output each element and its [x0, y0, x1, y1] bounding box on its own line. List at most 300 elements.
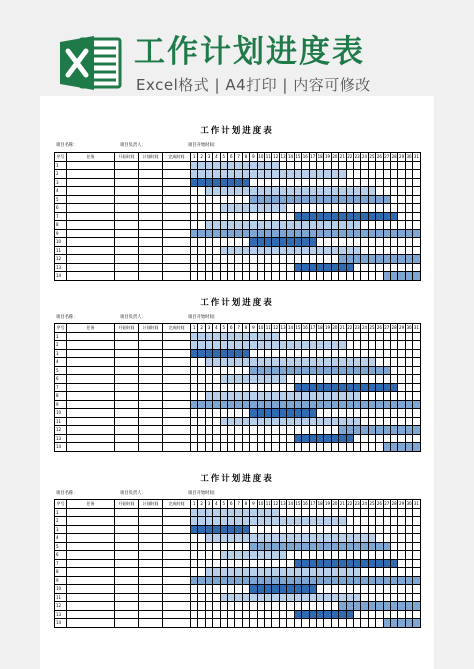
day-cell[interactable]: [390, 517, 397, 526]
gantt-bar-cell[interactable]: [376, 366, 383, 375]
day-cell[interactable]: [191, 434, 198, 443]
task-cell[interactable]: [67, 161, 115, 170]
day-cell[interactable]: [413, 375, 420, 384]
gantt-bar-cell[interactable]: [257, 542, 264, 551]
gantt-bar-cell[interactable]: [205, 341, 212, 350]
day-cell[interactable]: [235, 383, 242, 392]
start-cell[interactable]: [115, 170, 139, 179]
day-cell[interactable]: [302, 272, 309, 281]
gantt-bar-cell[interactable]: [302, 434, 309, 443]
task-cell[interactable]: [67, 400, 115, 409]
day-cell[interactable]: [265, 559, 272, 568]
gantt-bar-cell[interactable]: [265, 195, 272, 204]
gantt-bar-cell[interactable]: [205, 358, 212, 367]
task-cell[interactable]: [67, 238, 115, 247]
day-cell[interactable]: [361, 392, 368, 401]
gantt-bar-cell[interactable]: [250, 593, 257, 602]
day-cell[interactable]: [198, 542, 205, 551]
task-cell[interactable]: [67, 332, 115, 341]
gantt-bar-cell[interactable]: [316, 400, 323, 409]
day-cell[interactable]: [250, 178, 257, 187]
day-cell[interactable]: [353, 443, 360, 452]
day-cell[interactable]: [279, 332, 286, 341]
gantt-bar-cell[interactable]: [205, 534, 212, 543]
start-cell[interactable]: [115, 375, 139, 384]
gantt-bar-cell[interactable]: [331, 246, 338, 255]
day-cell[interactable]: [361, 525, 368, 534]
gantt-bar-cell[interactable]: [302, 195, 309, 204]
gantt-bar-cell[interactable]: [346, 195, 353, 204]
gantt-bar-cell[interactable]: [272, 187, 279, 196]
gantt-bar-cell[interactable]: [339, 593, 346, 602]
day-cell[interactable]: [287, 255, 294, 264]
day-cell[interactable]: [191, 221, 198, 230]
day-cell[interactable]: [346, 409, 353, 418]
day-cell[interactable]: [242, 602, 249, 611]
gantt-bar-cell[interactable]: [302, 400, 309, 409]
gantt-bar-cell[interactable]: [346, 229, 353, 238]
gantt-bar-cell[interactable]: [198, 178, 205, 187]
day-cell[interactable]: [398, 375, 405, 384]
gantt-bar-cell[interactable]: [250, 341, 257, 350]
gantt-bar-cell[interactable]: [383, 542, 390, 551]
day-cell[interactable]: [235, 238, 242, 247]
gantt-bar-cell[interactable]: [265, 534, 272, 543]
day-cell[interactable]: [361, 551, 368, 560]
day-cell[interactable]: [361, 161, 368, 170]
day-cell[interactable]: [390, 409, 397, 418]
gantt-bar-cell[interactable]: [265, 229, 272, 238]
task-cell[interactable]: [67, 212, 115, 221]
task-cell[interactable]: [67, 349, 115, 358]
day-cell[interactable]: [242, 366, 249, 375]
day-cell[interactable]: [294, 525, 301, 534]
gantt-bar-cell[interactable]: [353, 221, 360, 230]
gantt-bar-cell[interactable]: [405, 272, 412, 281]
gantt-bar-cell[interactable]: [339, 559, 346, 568]
start-cell[interactable]: [115, 161, 139, 170]
day-cell[interactable]: [220, 610, 227, 619]
gantt-bar-cell[interactable]: [294, 170, 301, 179]
start-cell[interactable]: [115, 392, 139, 401]
day-cell[interactable]: [242, 195, 249, 204]
day-cell[interactable]: [191, 409, 198, 418]
gantt-bar-cell[interactable]: [242, 358, 249, 367]
gantt-bar-cell[interactable]: [324, 542, 331, 551]
day-cell[interactable]: [235, 619, 242, 628]
start-cell[interactable]: [115, 246, 139, 255]
gantt-bar-cell[interactable]: [257, 170, 264, 179]
day-cell[interactable]: [198, 559, 205, 568]
gantt-bar-cell[interactable]: [242, 178, 249, 187]
gantt-bar-cell[interactable]: [279, 400, 286, 409]
gantt-bar-cell[interactable]: [250, 366, 257, 375]
gantt-bar-cell[interactable]: [265, 517, 272, 526]
gantt-bar-cell[interactable]: [405, 255, 412, 264]
gantt-bar-cell[interactable]: [228, 525, 235, 534]
day-cell[interactable]: [205, 375, 212, 384]
day-cell[interactable]: [205, 559, 212, 568]
gantt-bar-cell[interactable]: [242, 187, 249, 196]
day-cell[interactable]: [242, 559, 249, 568]
day-cell[interactable]: [257, 263, 264, 272]
day-cell[interactable]: [331, 375, 338, 384]
start-cell[interactable]: [115, 349, 139, 358]
day-cell[interactable]: [324, 204, 331, 213]
day-cell[interactable]: [213, 602, 220, 611]
gantt-bar-cell[interactable]: [405, 426, 412, 435]
gantt-bar-cell[interactable]: [390, 426, 397, 435]
day-cell[interactable]: [405, 508, 412, 517]
done-cell[interactable]: [163, 517, 191, 526]
day-cell[interactable]: [191, 238, 198, 247]
day-cell[interactable]: [353, 375, 360, 384]
day-cell[interactable]: [376, 585, 383, 594]
gantt-bar-cell[interactable]: [279, 375, 286, 384]
gantt-bar-cell[interactable]: [294, 187, 301, 196]
day-cell[interactable]: [316, 204, 323, 213]
gantt-bar-cell[interactable]: [309, 559, 316, 568]
day-cell[interactable]: [390, 417, 397, 426]
day-cell[interactable]: [413, 434, 420, 443]
gantt-bar-cell[interactable]: [235, 392, 242, 401]
day-cell[interactable]: [390, 593, 397, 602]
day-cell[interactable]: [287, 610, 294, 619]
gantt-bar-cell[interactable]: [257, 195, 264, 204]
gantt-bar-cell[interactable]: [331, 517, 338, 526]
day-cell[interactable]: [220, 255, 227, 264]
day-cell[interactable]: [413, 593, 420, 602]
gantt-bar-cell[interactable]: [265, 366, 272, 375]
day-cell[interactable]: [213, 246, 220, 255]
gantt-bar-cell[interactable]: [228, 170, 235, 179]
day-cell[interactable]: [376, 508, 383, 517]
day-cell[interactable]: [257, 212, 264, 221]
day-cell[interactable]: [376, 178, 383, 187]
gantt-bar-cell[interactable]: [250, 221, 257, 230]
gantt-bar-cell[interactable]: [302, 246, 309, 255]
gantt-bar-cell[interactable]: [331, 593, 338, 602]
day-cell[interactable]: [257, 255, 264, 264]
gantt-bar-cell[interactable]: [220, 417, 227, 426]
day-cell[interactable]: [279, 525, 286, 534]
task-cell[interactable]: [67, 204, 115, 213]
day-cell[interactable]: [405, 375, 412, 384]
gantt-bar-cell[interactable]: [346, 559, 353, 568]
gantt-bar-cell[interactable]: [287, 238, 294, 247]
day-cell[interactable]: [309, 508, 316, 517]
day-cell[interactable]: [228, 559, 235, 568]
day-cell[interactable]: [294, 349, 301, 358]
gantt-bar-cell[interactable]: [191, 178, 198, 187]
day-cell[interactable]: [198, 366, 205, 375]
gantt-bar-cell[interactable]: [368, 534, 375, 543]
day-cell[interactable]: [383, 417, 390, 426]
gantt-bar-cell[interactable]: [294, 593, 301, 602]
day-cell[interactable]: [198, 619, 205, 628]
day-cell[interactable]: [213, 542, 220, 551]
done-cell[interactable]: [163, 349, 191, 358]
day-cell[interactable]: [250, 426, 257, 435]
done-cell[interactable]: [163, 341, 191, 350]
day-cell[interactable]: [242, 542, 249, 551]
task-cell[interactable]: [67, 525, 115, 534]
gantt-bar-cell[interactable]: [316, 195, 323, 204]
day-cell[interactable]: [294, 204, 301, 213]
gantt-bar-cell[interactable]: [309, 585, 316, 594]
gantt-bar-cell[interactable]: [205, 576, 212, 585]
day-cell[interactable]: [235, 585, 242, 594]
day-cell[interactable]: [220, 559, 227, 568]
gantt-bar-cell[interactable]: [302, 238, 309, 247]
gantt-bar-cell[interactable]: [220, 568, 227, 577]
day-cell[interactable]: [324, 332, 331, 341]
plan-cell[interactable]: [139, 229, 163, 238]
gantt-bar-cell[interactable]: [213, 358, 220, 367]
day-cell[interactable]: [250, 610, 257, 619]
done-cell[interactable]: [163, 263, 191, 272]
day-cell[interactable]: [265, 178, 272, 187]
day-cell[interactable]: [257, 383, 264, 392]
day-cell[interactable]: [294, 375, 301, 384]
day-cell[interactable]: [346, 525, 353, 534]
task-cell[interactable]: [67, 375, 115, 384]
gantt-bar-cell[interactable]: [346, 542, 353, 551]
day-cell[interactable]: [324, 443, 331, 452]
gantt-bar-cell[interactable]: [353, 187, 360, 196]
gantt-bar-cell[interactable]: [390, 272, 397, 281]
task-cell[interactable]: [67, 534, 115, 543]
day-cell[interactable]: [413, 366, 420, 375]
day-cell[interactable]: [390, 542, 397, 551]
day-cell[interactable]: [405, 341, 412, 350]
day-cell[interactable]: [398, 610, 405, 619]
task-cell[interactable]: [67, 187, 115, 196]
gantt-bar-cell[interactable]: [220, 229, 227, 238]
gantt-bar-cell[interactable]: [376, 400, 383, 409]
day-cell[interactable]: [324, 238, 331, 247]
day-cell[interactable]: [257, 619, 264, 628]
gantt-bar-cell[interactable]: [302, 568, 309, 577]
day-cell[interactable]: [383, 508, 390, 517]
gantt-bar-cell[interactable]: [294, 542, 301, 551]
day-cell[interactable]: [383, 332, 390, 341]
day-cell[interactable]: [361, 375, 368, 384]
gantt-bar-cell[interactable]: [339, 255, 346, 264]
day-cell[interactable]: [376, 525, 383, 534]
gantt-bar-cell[interactable]: [205, 178, 212, 187]
gantt-bar-cell[interactable]: [346, 400, 353, 409]
gantt-bar-cell[interactable]: [309, 542, 316, 551]
gantt-bar-cell[interactable]: [250, 585, 257, 594]
plan-cell[interactable]: [139, 195, 163, 204]
gantt-bar-cell[interactable]: [383, 366, 390, 375]
start-cell[interactable]: [115, 178, 139, 187]
day-cell[interactable]: [191, 426, 198, 435]
task-cell[interactable]: [67, 246, 115, 255]
gantt-bar-cell[interactable]: [250, 417, 257, 426]
gantt-bar-cell[interactable]: [302, 576, 309, 585]
gantt-bar-cell[interactable]: [213, 576, 220, 585]
task-cell[interactable]: [67, 610, 115, 619]
gantt-bar-cell[interactable]: [346, 255, 353, 264]
day-cell[interactable]: [294, 332, 301, 341]
gantt-bar-cell[interactable]: [331, 417, 338, 426]
gantt-bar-cell[interactable]: [242, 204, 249, 213]
gantt-bar-cell[interactable]: [316, 610, 323, 619]
day-cell[interactable]: [213, 255, 220, 264]
gantt-bar-cell[interactable]: [324, 383, 331, 392]
gantt-bar-cell[interactable]: [257, 204, 264, 213]
day-cell[interactable]: [376, 434, 383, 443]
day-cell[interactable]: [287, 551, 294, 560]
day-cell[interactable]: [331, 602, 338, 611]
gantt-bar-cell[interactable]: [257, 417, 264, 426]
gantt-bar-cell[interactable]: [228, 517, 235, 526]
gantt-bar-cell[interactable]: [265, 568, 272, 577]
day-cell[interactable]: [198, 187, 205, 196]
day-cell[interactable]: [228, 212, 235, 221]
day-cell[interactable]: [272, 443, 279, 452]
gantt-bar-cell[interactable]: [287, 170, 294, 179]
day-cell[interactable]: [413, 341, 420, 350]
gantt-bar-cell[interactable]: [294, 366, 301, 375]
gantt-bar-cell[interactable]: [324, 593, 331, 602]
day-cell[interactable]: [235, 443, 242, 452]
gantt-bar-cell[interactable]: [398, 619, 405, 628]
gantt-bar-cell[interactable]: [287, 246, 294, 255]
day-cell[interactable]: [309, 204, 316, 213]
gantt-bar-cell[interactable]: [368, 576, 375, 585]
gantt-bar-cell[interactable]: [279, 341, 286, 350]
gantt-bar-cell[interactable]: [302, 517, 309, 526]
gantt-bar-cell[interactable]: [213, 508, 220, 517]
gantt-bar-cell[interactable]: [361, 602, 368, 611]
done-cell[interactable]: [163, 525, 191, 534]
gantt-bar-cell[interactable]: [302, 358, 309, 367]
day-cell[interactable]: [302, 426, 309, 435]
gantt-bar-cell[interactable]: [279, 238, 286, 247]
gantt-bar-cell[interactable]: [339, 170, 346, 179]
gantt-bar-cell[interactable]: [205, 187, 212, 196]
day-cell[interactable]: [205, 593, 212, 602]
day-cell[interactable]: [413, 568, 420, 577]
gantt-bar-cell[interactable]: [220, 392, 227, 401]
day-cell[interactable]: [398, 246, 405, 255]
day-cell[interactable]: [405, 358, 412, 367]
gantt-bar-cell[interactable]: [361, 576, 368, 585]
gantt-bar-cell[interactable]: [324, 417, 331, 426]
day-cell[interactable]: [368, 409, 375, 418]
gantt-bar-cell[interactable]: [242, 170, 249, 179]
gantt-bar-cell[interactable]: [272, 542, 279, 551]
plan-cell[interactable]: [139, 161, 163, 170]
day-cell[interactable]: [309, 525, 316, 534]
gantt-bar-cell[interactable]: [228, 204, 235, 213]
day-cell[interactable]: [405, 434, 412, 443]
gantt-bar-cell[interactable]: [353, 559, 360, 568]
day-cell[interactable]: [191, 559, 198, 568]
gantt-bar-cell[interactable]: [213, 187, 220, 196]
gantt-bar-cell[interactable]: [228, 332, 235, 341]
gantt-bar-cell[interactable]: [257, 187, 264, 196]
start-cell[interactable]: [115, 383, 139, 392]
gantt-bar-cell[interactable]: [272, 593, 279, 602]
day-cell[interactable]: [272, 255, 279, 264]
task-cell[interactable]: [67, 417, 115, 426]
gantt-bar-cell[interactable]: [228, 534, 235, 543]
done-cell[interactable]: [163, 551, 191, 560]
gantt-bar-cell[interactable]: [405, 576, 412, 585]
gantt-bar-cell[interactable]: [309, 400, 316, 409]
gantt-bar-cell[interactable]: [294, 195, 301, 204]
day-cell[interactable]: [279, 178, 286, 187]
day-cell[interactable]: [405, 221, 412, 230]
gantt-bar-cell[interactable]: [331, 263, 338, 272]
gantt-bar-cell[interactable]: [331, 542, 338, 551]
start-cell[interactable]: [115, 508, 139, 517]
gantt-bar-cell[interactable]: [242, 392, 249, 401]
task-cell[interactable]: [67, 409, 115, 418]
gantt-bar-cell[interactable]: [265, 409, 272, 418]
day-cell[interactable]: [316, 443, 323, 452]
done-cell[interactable]: [163, 602, 191, 611]
start-cell[interactable]: [115, 187, 139, 196]
gantt-bar-cell[interactable]: [324, 212, 331, 221]
day-cell[interactable]: [339, 409, 346, 418]
gantt-bar-cell[interactable]: [316, 187, 323, 196]
plan-cell[interactable]: [139, 559, 163, 568]
day-cell[interactable]: [205, 443, 212, 452]
gantt-bar-cell[interactable]: [265, 585, 272, 594]
done-cell[interactable]: [163, 443, 191, 452]
gantt-bar-cell[interactable]: [353, 255, 360, 264]
gantt-bar-cell[interactable]: [353, 212, 360, 221]
gantt-bar-cell[interactable]: [279, 417, 286, 426]
day-cell[interactable]: [220, 409, 227, 418]
day-cell[interactable]: [324, 349, 331, 358]
plan-cell[interactable]: [139, 602, 163, 611]
gantt-bar-cell[interactable]: [257, 366, 264, 375]
day-cell[interactable]: [383, 409, 390, 418]
gantt-bar-cell[interactable]: [272, 195, 279, 204]
day-cell[interactable]: [257, 426, 264, 435]
day-cell[interactable]: [368, 585, 375, 594]
day-cell[interactable]: [302, 443, 309, 452]
gantt-bar-cell[interactable]: [309, 593, 316, 602]
gantt-bar-cell[interactable]: [265, 341, 272, 350]
day-cell[interactable]: [361, 246, 368, 255]
plan-cell[interactable]: [139, 593, 163, 602]
gantt-bar-cell[interactable]: [309, 229, 316, 238]
gantt-bar-cell[interactable]: [272, 534, 279, 543]
gantt-bar-cell[interactable]: [353, 576, 360, 585]
day-cell[interactable]: [413, 238, 420, 247]
gantt-bar-cell[interactable]: [272, 366, 279, 375]
day-cell[interactable]: [405, 246, 412, 255]
plan-cell[interactable]: [139, 417, 163, 426]
day-cell[interactable]: [331, 272, 338, 281]
gantt-bar-cell[interactable]: [383, 400, 390, 409]
gantt-bar-cell[interactable]: [242, 229, 249, 238]
done-cell[interactable]: [163, 178, 191, 187]
day-cell[interactable]: [287, 161, 294, 170]
gantt-bar-cell[interactable]: [228, 341, 235, 350]
gantt-bar-cell[interactable]: [257, 392, 264, 401]
day-cell[interactable]: [228, 195, 235, 204]
task-cell[interactable]: [67, 170, 115, 179]
day-cell[interactable]: [220, 426, 227, 435]
